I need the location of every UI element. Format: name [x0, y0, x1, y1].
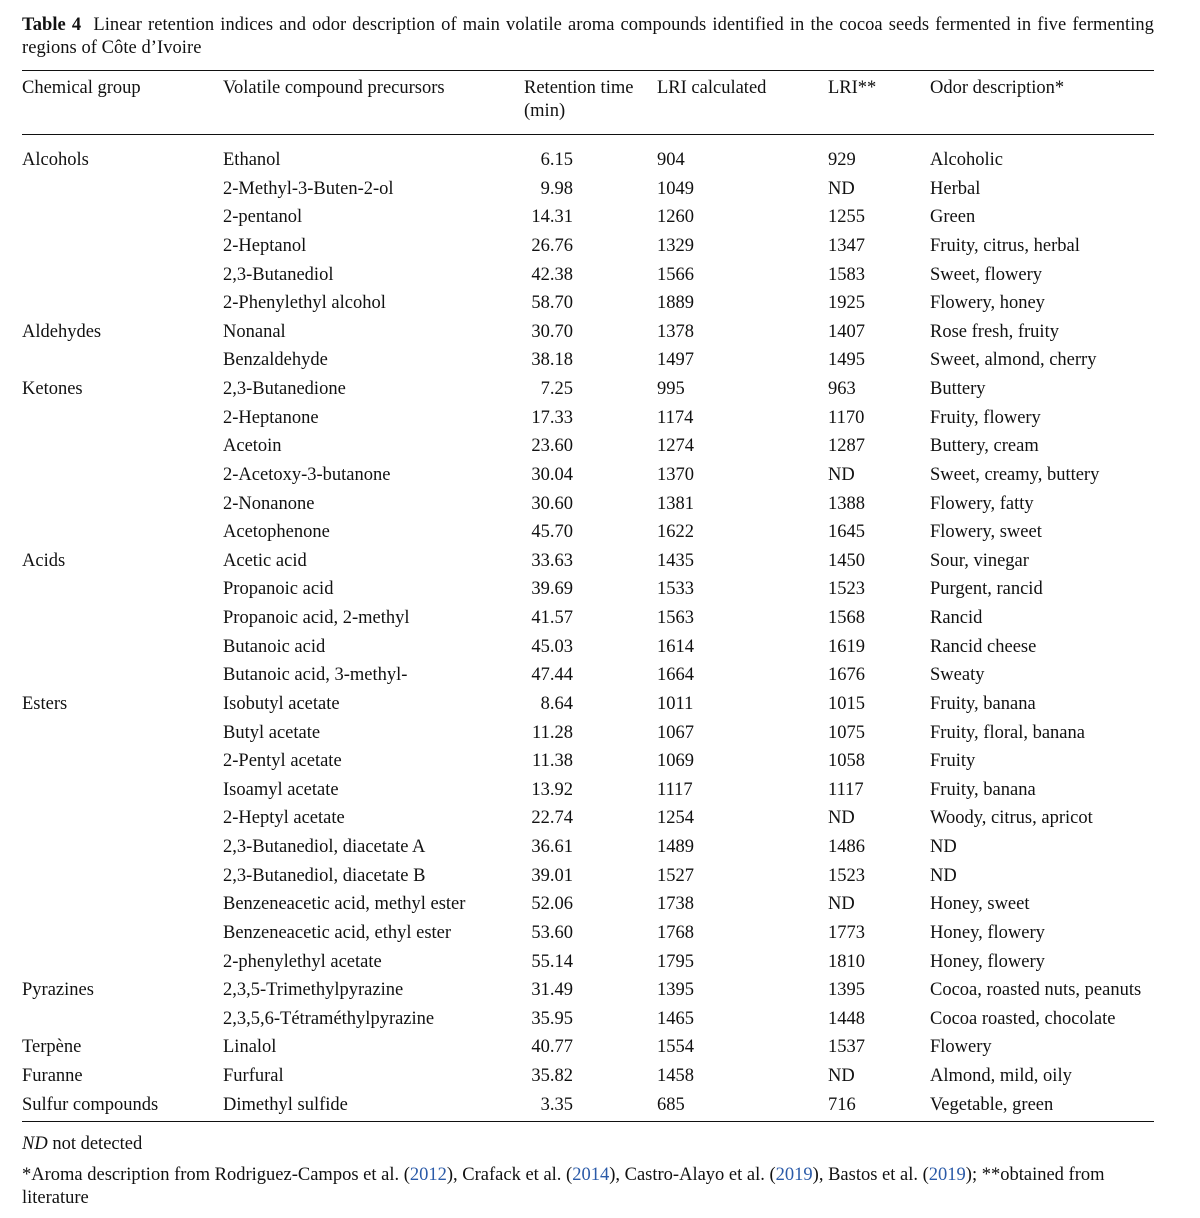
cell-odor-description: ND	[930, 865, 957, 886]
cell-chemical-group	[22, 518, 223, 547]
cell-retention-time: 53.60	[531, 922, 573, 943]
header-chemical-group: Chemical group	[22, 78, 141, 98]
cell-odor-description: Flowery, fatty	[930, 493, 1034, 514]
cell-lri-calculated: 1527	[657, 865, 694, 886]
cell-odor-description: Sweaty	[930, 665, 985, 686]
cell-odor-description: Honey, flowery	[930, 922, 1045, 943]
table-row	[22, 1033, 1154, 1062]
footnote-ref2-text: ), Crafack et al. (	[446, 1165, 573, 1186]
cell-lri-calculated: 1329	[657, 235, 694, 256]
cell-retention-time: 58.70	[531, 293, 573, 314]
cell-chemical-group	[22, 232, 223, 261]
cell-retention-time: 26.76	[531, 235, 573, 256]
cell-lri-calculated: 904	[657, 150, 685, 170]
cell-lri-calculated: 1378	[657, 321, 694, 342]
cell-lri-calculated: 1370	[657, 464, 694, 485]
cell-compound: 2,3-Butanedione	[223, 379, 346, 399]
cell-lri-literature: 1523	[828, 865, 865, 886]
cell-lri-literature: 963	[828, 379, 856, 399]
cell-chemical-group	[22, 432, 223, 461]
cell-lri-literature: 929	[828, 150, 856, 170]
cell-lri-literature: ND	[828, 178, 855, 199]
cell-retention-time: 7.25	[540, 379, 573, 399]
cell-lri-literature: 1075	[828, 722, 865, 743]
cell-lri-calculated: 1768	[657, 922, 694, 943]
cell-lri-literature: 1676	[828, 665, 865, 686]
cell-retention-time: 30.04	[531, 464, 573, 485]
table-row	[22, 175, 1154, 204]
table-row	[22, 661, 1154, 690]
table-row	[22, 747, 1154, 776]
cell-compound: Furfural	[223, 1066, 284, 1086]
cell-compound: Butyl acetate	[223, 722, 321, 743]
cell-compound: 2-Nonanone	[223, 493, 315, 514]
cell-lri-calculated: 1622	[657, 522, 694, 543]
cell-retention-time: 38.18	[531, 350, 573, 371]
cell-chemical-group: Furanne	[22, 1066, 83, 1086]
cell-chemical-group	[22, 461, 223, 490]
cell-lri-calculated: 1566	[657, 264, 694, 285]
header-lri-calculated: LRI calculated	[657, 78, 767, 98]
cell-odor-description: Fruity, flowery	[930, 407, 1041, 428]
footnotes	[22, 1133, 1154, 1210]
reference-link-2019-castro[interactable]: 2019	[775, 1165, 813, 1186]
table-row	[22, 604, 1154, 633]
cell-lri-calculated: 1563	[657, 608, 694, 628]
footnote-ref4-text: ), Bastos et al. (	[812, 1165, 929, 1186]
cell-lri-literature: 1523	[828, 579, 865, 600]
cell-retention-time: 45.70	[531, 522, 573, 543]
cell-compound: 2-Methyl-3-Buten-2-ol	[223, 178, 394, 199]
table-row	[22, 890, 1154, 919]
cell-lri-calculated: 995	[657, 379, 685, 399]
cell-compound: Butanoic acid	[223, 636, 326, 657]
cell-odor-description: Sweet, almond, cherry	[930, 350, 1097, 371]
cell-retention-time: 45.03	[531, 636, 573, 657]
cell-chemical-group: Terpène	[22, 1037, 82, 1058]
table-row	[22, 404, 1154, 433]
table-row	[22, 1062, 1154, 1091]
cell-lri-literature: 1619	[828, 636, 865, 657]
cell-lri-calculated: 1011	[657, 693, 694, 714]
cell-chemical-group	[22, 633, 223, 662]
cell-chemical-group: Acids	[22, 550, 66, 571]
cell-compound: Butanoic acid, 3-methyl-	[223, 665, 408, 686]
cell-chemical-group	[22, 804, 223, 833]
table-row	[22, 135, 1154, 175]
cell-lri-literature: 1495	[828, 350, 865, 371]
cell-chemical-group	[22, 719, 223, 748]
cell-compound: 2-Phenylethyl alcohol	[223, 293, 386, 314]
header-retention-time-line2: (min)	[524, 101, 566, 121]
table-row	[22, 289, 1154, 318]
cell-retention-time: 39.69	[531, 579, 573, 600]
cell-retention-time: 31.49	[531, 980, 573, 1001]
table-header	[22, 71, 1154, 135]
cell-odor-description: Sweet, creamy, buttery	[930, 464, 1100, 485]
cell-lri-calculated: 1889	[657, 293, 694, 314]
cell-lri-calculated: 1274	[657, 436, 694, 457]
cell-lri-literature: 1645	[828, 522, 865, 543]
cell-chemical-group	[22, 661, 223, 690]
cell-lri-calculated: 1067	[657, 722, 694, 743]
cell-compound: Acetoin	[223, 436, 282, 457]
cell-odor-description: Rancid cheese	[930, 636, 1037, 657]
cell-lri-literature: 1568	[828, 608, 865, 628]
cell-chemical-group: Sulfur compounds	[22, 1094, 159, 1115]
cell-lri-calculated: 1533	[657, 579, 694, 600]
cell-lri-calculated: 1738	[657, 894, 694, 915]
cell-chemical-group	[22, 404, 223, 433]
cell-lri-literature: 1450	[828, 550, 865, 571]
cell-retention-time: 40.77	[531, 1037, 573, 1058]
cell-compound: 2,3-Butanediol	[223, 264, 334, 285]
cell-lri-calculated: 1465	[657, 1008, 694, 1029]
cell-lri-literature: 1388	[828, 493, 865, 514]
table-row	[22, 432, 1154, 461]
cell-chemical-group	[22, 833, 223, 862]
cell-lri-literature: 1925	[828, 293, 865, 314]
cell-odor-description: Cocoa roasted, chocolate	[930, 1008, 1116, 1029]
table-row	[22, 547, 1154, 576]
cell-compound: Propanoic acid, 2-methyl	[223, 608, 410, 628]
cell-lri-calculated: 1664	[657, 665, 694, 686]
cell-lri-literature: ND	[828, 894, 855, 915]
cell-lri-calculated: 1435	[657, 550, 694, 571]
cell-lri-literature: 1015	[828, 693, 865, 714]
cell-compound: Benzeneacetic acid, methyl ester	[223, 894, 466, 915]
cell-odor-description: Purgent, rancid	[930, 579, 1043, 600]
cell-chemical-group	[22, 919, 223, 948]
cell-odor-description: ND	[930, 837, 957, 857]
cell-compound: 2,3-Butanediol, diacetate A	[223, 837, 426, 857]
header-odor-description: Odor description*	[930, 78, 1065, 98]
cell-odor-description: Woody, citrus, apricot	[930, 808, 1093, 829]
cell-retention-time: 36.61	[531, 837, 573, 857]
table-row	[22, 976, 1154, 1005]
cell-odor-description: Almond, mild, oily	[930, 1066, 1072, 1086]
header-retention-time-line1: Retention time	[524, 78, 634, 98]
cell-lri-calculated: 685	[657, 1094, 685, 1115]
cell-retention-time: 6.15	[540, 150, 573, 170]
cell-chemical-group	[22, 575, 223, 604]
cell-retention-time: 14.31	[531, 207, 573, 228]
cell-chemical-group	[22, 948, 223, 977]
table-row	[22, 490, 1154, 519]
cell-lri-literature: ND	[828, 1066, 855, 1086]
cell-compound: 2-Acetoxy-3-butanone	[223, 464, 391, 485]
cell-lri-literature: 1117	[828, 779, 864, 800]
cell-lri-calculated: 1795	[657, 951, 694, 972]
cell-lri-literature: ND	[828, 808, 855, 829]
reference-link-2019-bastos[interactable]: 2019	[928, 1165, 966, 1186]
cell-chemical-group: Ketones	[22, 379, 83, 399]
table-caption	[22, 14, 1154, 60]
cell-odor-description: Rancid	[930, 608, 983, 628]
header-compound: Volatile compound precursors	[223, 78, 445, 98]
cell-compound: 2-Heptanone	[223, 407, 319, 428]
cell-lri-literature: ND	[828, 464, 855, 485]
cell-chemical-group	[22, 776, 223, 805]
cell-compound: 2-Pentyl acetate	[223, 751, 342, 772]
table-row	[22, 833, 1154, 862]
cell-retention-time: 3.35	[540, 1094, 573, 1115]
cell-compound: Benzeneacetic acid, ethyl ester	[223, 922, 452, 943]
cell-retention-time: 23.60	[531, 436, 573, 457]
cell-lri-calculated: 1489	[657, 837, 694, 857]
cell-chemical-group	[22, 261, 223, 290]
cell-odor-description: Green	[930, 207, 976, 228]
table-row	[22, 518, 1154, 547]
cell-compound: 2-Heptanol	[223, 235, 307, 256]
cell-retention-time: 13.92	[531, 779, 573, 800]
cell-lri-calculated: 1069	[657, 751, 694, 772]
cell-chemical-group	[22, 862, 223, 891]
cell-lri-calculated: 1254	[657, 808, 694, 829]
cell-chemical-group	[22, 346, 223, 375]
cell-chemical-group	[22, 604, 223, 633]
table-title: Linear retention indices and odor description of main volatile aroma compounds identified in the cocoa seeds fermented in five fermenting regions of Côte d’Ivoire	[22, 15, 1154, 58]
table-row	[22, 1005, 1154, 1034]
cell-compound: 2-Heptyl acetate	[223, 808, 345, 829]
cell-odor-description: Fruity, banana	[930, 779, 1036, 800]
cell-retention-time: 8.64	[540, 693, 573, 714]
cell-compound: Linalol	[223, 1037, 277, 1058]
cell-compound: 2-phenylethyl acetate	[223, 951, 382, 972]
cell-compound: Benzaldehyde	[223, 350, 328, 371]
cell-odor-description: Fruity	[930, 751, 976, 772]
footnote-ref3-text: ), Castro-Alayo et al. (	[609, 1165, 776, 1186]
cell-lri-literature: 1347	[828, 235, 865, 256]
footnote-aroma	[22, 1164, 1154, 1210]
cell-chemical-group	[22, 175, 223, 204]
cell-odor-description: Vegetable, green	[930, 1094, 1054, 1115]
cell-lri-literature: 1537	[828, 1037, 865, 1058]
cell-chemical-group	[22, 1005, 223, 1034]
table-row	[22, 633, 1154, 662]
table-row	[22, 232, 1154, 261]
cell-lri-literature: 1583	[828, 264, 865, 285]
cell-odor-description: Buttery, cream	[930, 436, 1039, 457]
table-row	[22, 375, 1154, 404]
cell-retention-time: 33.63	[531, 550, 573, 571]
cell-retention-time: 17.33	[531, 407, 573, 428]
footnote-nd-abbr: ND	[22, 1134, 48, 1155]
cell-lri-calculated: 1395	[657, 980, 694, 1001]
cell-lri-calculated: 1260	[657, 207, 694, 228]
table-row	[22, 575, 1154, 604]
header-lri-literature: LRI**	[828, 78, 877, 98]
table-row	[22, 690, 1154, 719]
table-label: Table 4	[22, 15, 82, 35]
cell-compound: Isobutyl acetate	[223, 693, 340, 714]
cell-retention-time: 52.06	[531, 894, 573, 915]
cell-lri-literature: 1287	[828, 436, 865, 457]
cell-lri-literature: 1407	[828, 321, 865, 342]
table-row	[22, 719, 1154, 748]
table-row	[22, 1091, 1154, 1120]
cell-compound: Ethanol	[223, 150, 281, 170]
cell-compound: Nonanal	[223, 321, 286, 342]
footnote-aroma-prefix: *Aroma description from Rodriguez-Campos et al. (	[22, 1165, 410, 1186]
cell-chemical-group	[22, 289, 223, 318]
cell-lri-literature: 1395	[828, 980, 865, 1001]
cell-chemical-group	[22, 490, 223, 519]
cell-lri-calculated: 1497	[657, 350, 694, 371]
table-row	[22, 261, 1154, 290]
cell-odor-description: Sweet, flowery	[930, 264, 1042, 285]
cell-lri-literature: 1255	[828, 207, 865, 228]
table-row	[22, 461, 1154, 490]
cell-lri-literature: 1170	[828, 407, 865, 428]
cell-lri-literature: 716	[828, 1094, 856, 1115]
header-retention-time	[524, 71, 657, 134]
table-row	[22, 804, 1154, 833]
cell-lri-calculated: 1614	[657, 636, 694, 657]
cell-lri-calculated: 1117	[657, 779, 693, 800]
cell-compound: Dimethyl sulfide	[223, 1094, 348, 1115]
cell-odor-description: Flowery, sweet	[930, 522, 1042, 543]
cell-odor-description: Fruity, citrus, herbal	[930, 235, 1080, 256]
table-row	[22, 346, 1154, 375]
cell-chemical-group: Pyrazines	[22, 980, 94, 1001]
cell-lri-calculated: 1174	[657, 407, 694, 428]
cell-retention-time: 55.14	[531, 951, 573, 972]
cell-lri-calculated: 1049	[657, 178, 694, 199]
cell-chemical-group	[22, 203, 223, 232]
data-table	[22, 71, 1154, 1119]
cell-odor-description: Fruity, banana	[930, 693, 1036, 714]
cell-odor-description: Buttery	[930, 379, 986, 399]
cell-chemical-group: Esters	[22, 693, 68, 714]
cell-lri-calculated: 1458	[657, 1066, 694, 1086]
cell-retention-time: 11.38	[532, 751, 573, 772]
footnote-suffix: ); **obtained from literature	[22, 1165, 1105, 1209]
cell-retention-time: 11.28	[532, 722, 573, 743]
cell-compound: Isoamyl acetate	[223, 779, 339, 800]
table-row	[22, 203, 1154, 232]
reference-link-2014[interactable]: 2014	[572, 1165, 610, 1186]
cell-compound: Acetophenone	[223, 522, 330, 543]
cell-chemical-group	[22, 747, 223, 776]
cell-compound: 2-pentanol	[223, 207, 303, 228]
cell-compound: Acetic acid	[223, 550, 307, 571]
cell-retention-time: 30.60	[531, 493, 573, 514]
cell-lri-literature: 1486	[828, 837, 865, 857]
document-page	[22, 14, 1154, 1218]
cell-retention-time: 39.01	[531, 865, 573, 886]
cell-lri-calculated: 1381	[657, 493, 694, 514]
cell-odor-description: Rose fresh, fruity	[930, 321, 1059, 342]
cell-compound: Propanoic acid	[223, 579, 334, 600]
table-row	[22, 919, 1154, 948]
table-body	[22, 135, 1154, 1119]
cell-retention-time: 41.57	[531, 608, 573, 628]
cell-odor-description: Flowery, honey	[930, 293, 1045, 314]
cell-odor-description: Herbal	[930, 178, 981, 199]
cell-odor-description: Flowery	[930, 1037, 992, 1058]
cell-compound: 2,3-Butanediol, diacetate B	[223, 865, 426, 886]
cell-odor-description: Honey, sweet	[930, 894, 1030, 915]
table-row	[22, 318, 1154, 347]
cell-lri-calculated: 1554	[657, 1037, 694, 1058]
cell-retention-time: 47.44	[531, 665, 573, 686]
table-row	[22, 948, 1154, 977]
cell-retention-time: 42.38	[531, 264, 573, 285]
cell-compound: 2,3,5-Trimethylpyrazine	[223, 980, 404, 1001]
cell-chemical-group: Aldehydes	[22, 321, 102, 342]
cell-lri-literature: 1448	[828, 1008, 865, 1029]
cell-lri-literature: 1810	[828, 951, 865, 972]
cell-odor-description: Alcoholic	[930, 150, 1003, 170]
cell-retention-time: 30.70	[531, 321, 573, 342]
cell-retention-time: 35.95	[531, 1008, 573, 1029]
cell-lri-literature: 1058	[828, 751, 865, 772]
cell-chemical-group	[22, 890, 223, 919]
table-row	[22, 862, 1154, 891]
cell-odor-description: Fruity, floral, banana	[930, 722, 1085, 743]
reference-link-2012[interactable]: 2012	[409, 1165, 447, 1186]
cell-odor-description: Cocoa, roasted nuts, peanuts	[930, 980, 1142, 1001]
cell-retention-time: 22.74	[531, 808, 573, 829]
cell-retention-time: 9.98	[540, 178, 573, 199]
cell-retention-time: 35.82	[531, 1066, 573, 1086]
cell-odor-description: Sour, vinegar	[930, 550, 1029, 571]
footnote-nd	[22, 1133, 1154, 1156]
cell-odor-description: Honey, flowery	[930, 951, 1045, 972]
table-row	[22, 776, 1154, 805]
bottom-rule	[22, 1121, 1154, 1122]
cell-chemical-group: Alcohols	[22, 150, 89, 170]
cell-compound: 2,3,5,6-Tétraméthylpyrazine	[223, 1008, 435, 1029]
cell-lri-literature: 1773	[828, 922, 865, 943]
footnote-nd-text: not detected	[47, 1134, 143, 1155]
